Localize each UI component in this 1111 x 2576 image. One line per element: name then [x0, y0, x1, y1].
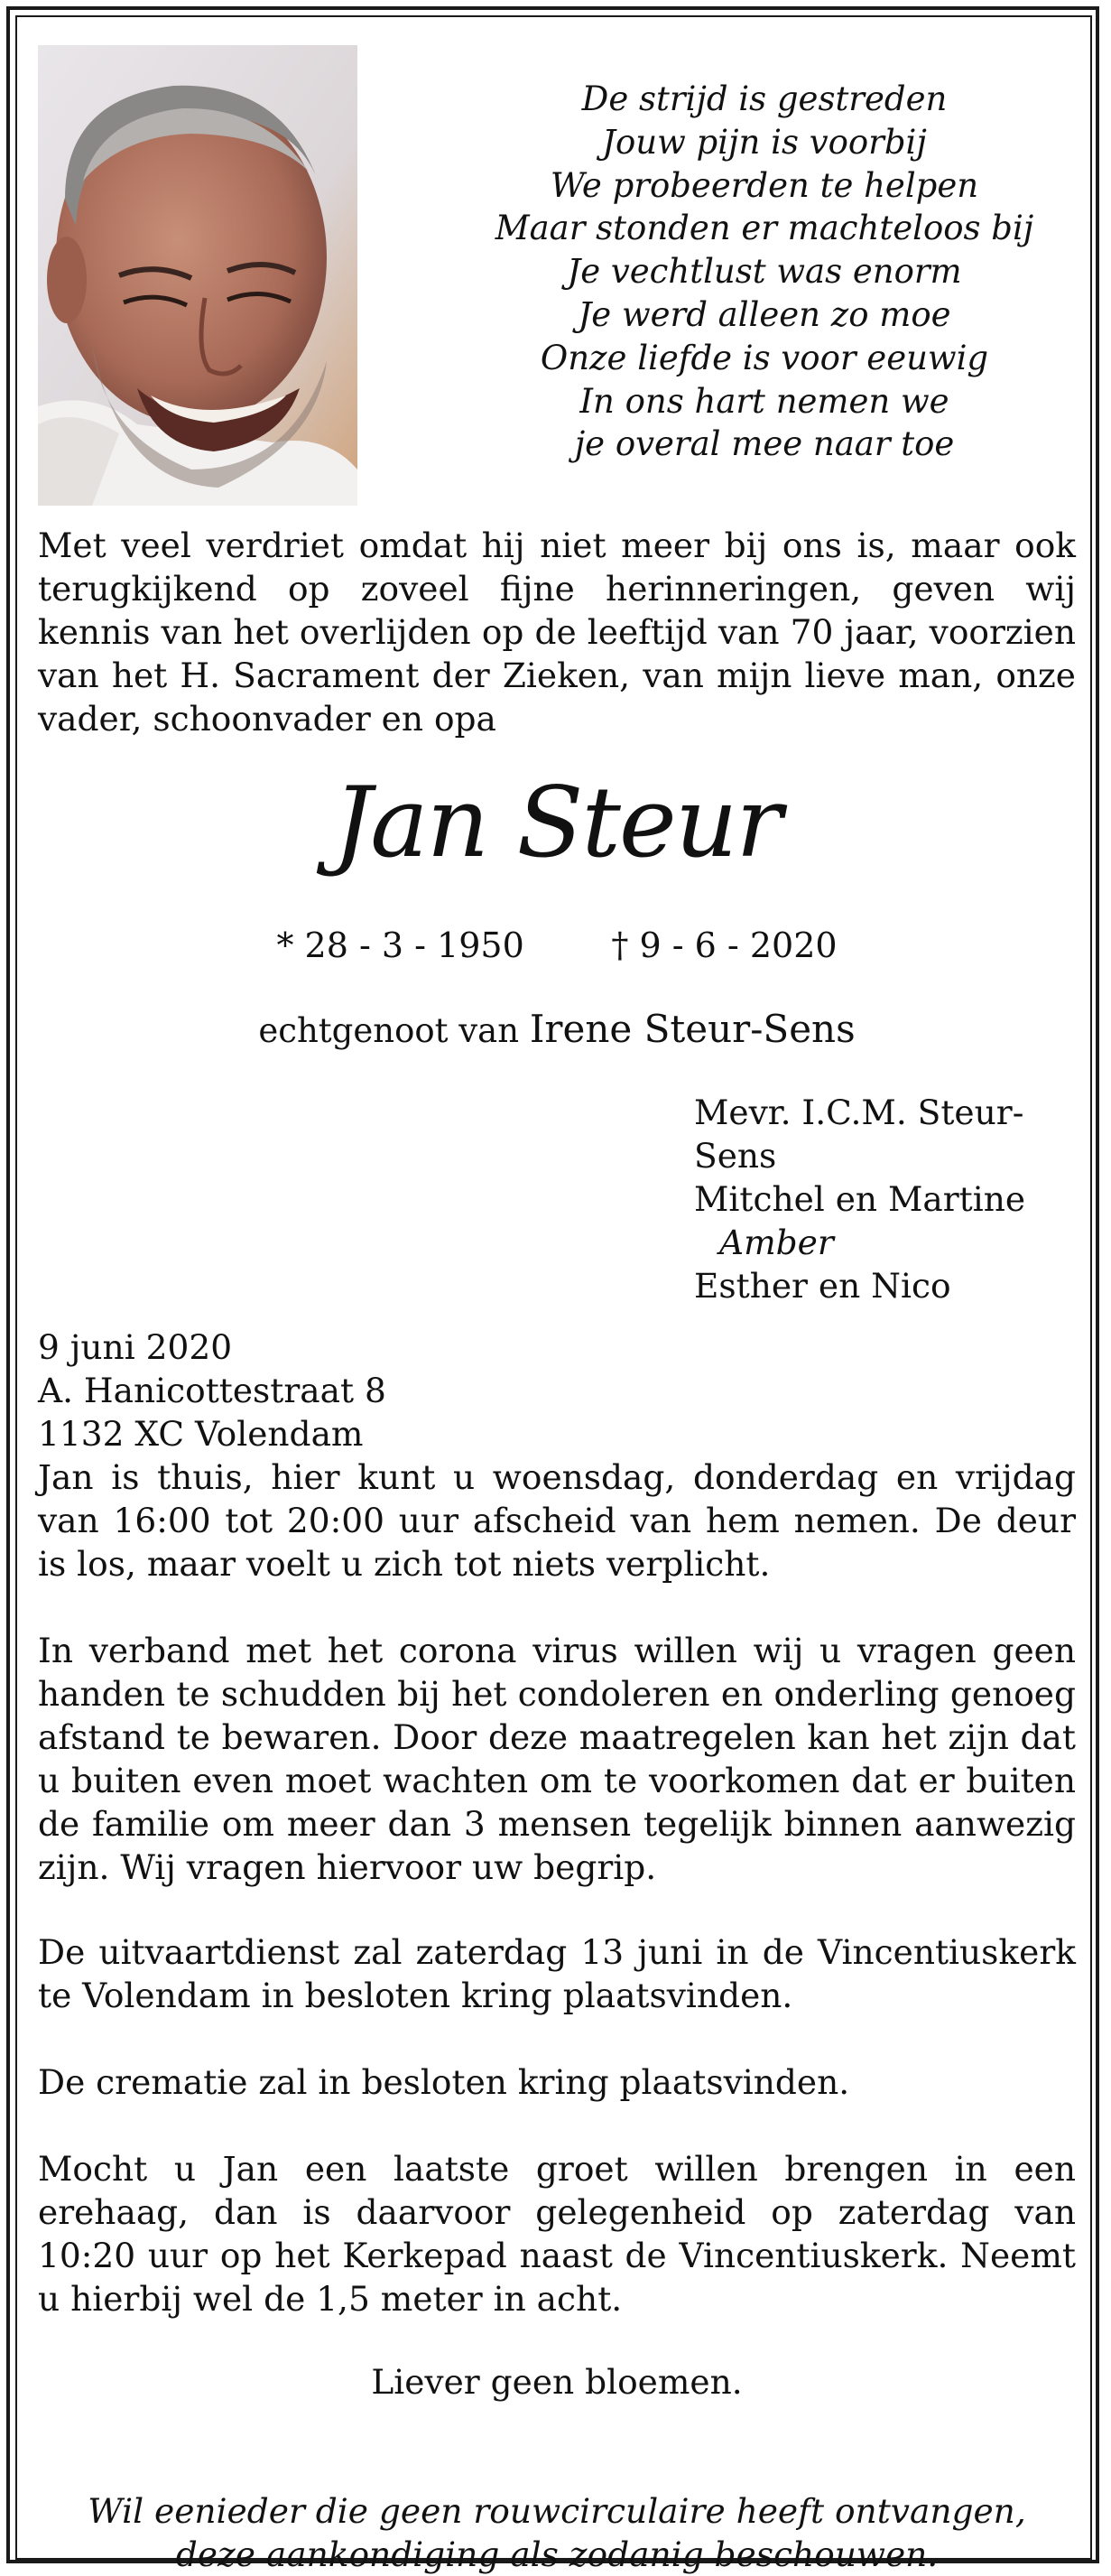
poem — [449, 78, 1080, 466]
poem-line: Maar stonden er machteloos bij — [495, 209, 1034, 248]
spouse-line — [38, 1007, 1076, 1051]
poem-line: Je werd alleen zo moe — [578, 294, 951, 334]
portrait-photo — [38, 45, 357, 506]
closing-line: Wil eenieder die geen rouwcirculaire heeft ontvangen, — [88, 2491, 1026, 2531]
spouse-prefix: echtgenoot van — [258, 1011, 520, 1050]
street-address: A. Hanicottestraat 8 — [38, 1371, 386, 1410]
postal-city: 1132 XC Volendam — [38, 1414, 364, 1454]
family-list — [694, 1091, 1076, 1307]
poem-line: Je vechtlust was enorm — [567, 252, 962, 292]
life-dates — [38, 925, 1076, 965]
funeral-service-paragraph: De uitvaartdienst zal zaterdag 13 juni in de Vincentiuskerk te Volendam in besloten kring plaatsvinden. — [38, 1932, 1076, 2015]
closing-line: deze aankondiging als zodanig beschouwen. — [175, 2534, 939, 2574]
family-member-grandchild: Amber — [719, 1223, 834, 1262]
deceased-name-text: Jan Steur — [332, 767, 782, 879]
cremation-paragraph: De crematie zal in besloten kring plaatsvinden. — [38, 2062, 850, 2102]
spouse-name: Irene Steur-Sens — [529, 1007, 856, 1051]
deceased-name — [38, 758, 1076, 897]
poem-line: We probeerden te helpen — [550, 165, 979, 205]
family-member: Mitchel en Martine — [694, 1179, 1026, 1219]
notice-date: 9 juni 2020 — [38, 1327, 233, 1367]
poem-line: Onze liefde is voor eeuwig — [540, 338, 989, 377]
visitation-paragraph: Jan is thuis, hier kunt u woensdag, donderdag en vrijdag van 16:00 tot 20:00 uur afscheid van hem nemen. De deur is los, maar voelt u zich tot niets verplicht. — [38, 1457, 1076, 1584]
address-block — [38, 1325, 386, 1455]
honor-guard-paragraph: Mocht u Jan een laatste groet willen brengen in een erehaag, dan is daarvoor gelegenheid op zaterdag van 10:20 uur op het Kerkepad naast de Vincentiuskerk. Neemt u hierbij wel de 1,5 meter in acht. — [38, 2149, 1076, 2319]
poem-line: Jouw pijn is voorbij — [602, 122, 927, 162]
birth-date: * 28 - 3 - 1950 — [276, 925, 524, 965]
closing-note — [38, 2489, 1076, 2576]
poem-line: De strijd is gestreden — [581, 79, 948, 118]
no-flowers-note: Liever geen bloemen. — [371, 2362, 743, 2402]
family-member: Esther en Nico — [694, 1266, 951, 1306]
poem-line: je overal mee naar toe — [574, 424, 955, 464]
corona-paragraph: In verband met het corona virus willen wij u vragen geen handen te schudden bij het condoleren en onderling genoeg afstand te bewaren. Door deze maatregelen kan het zijn dat u buiten even moet wachten om te voorkomen dat er buiten de familie om meer dan 3 mensen tegelijk binnen aanwezig zijn. Wij vragen hiervoor uw begrip. — [38, 1631, 1076, 1887]
death-date: † 9 - 6 - 2020 — [611, 925, 838, 965]
family-member: Mevr. I.C.M. Steur-Sens — [694, 1093, 1024, 1176]
poem-line: In ons hart nemen we — [579, 381, 949, 421]
intro-text: Met veel verdriet omdat hij niet meer bij ons is, maar ook terugkijkend op zoveel fijne herinneringen, geven wij kennis van het overlijden op de leeftijd van 70 jaar, voorzien van het H. Sacrament der Zieken, van mijn lieve man, onze vader, schoonvader en opa — [38, 525, 1076, 739]
